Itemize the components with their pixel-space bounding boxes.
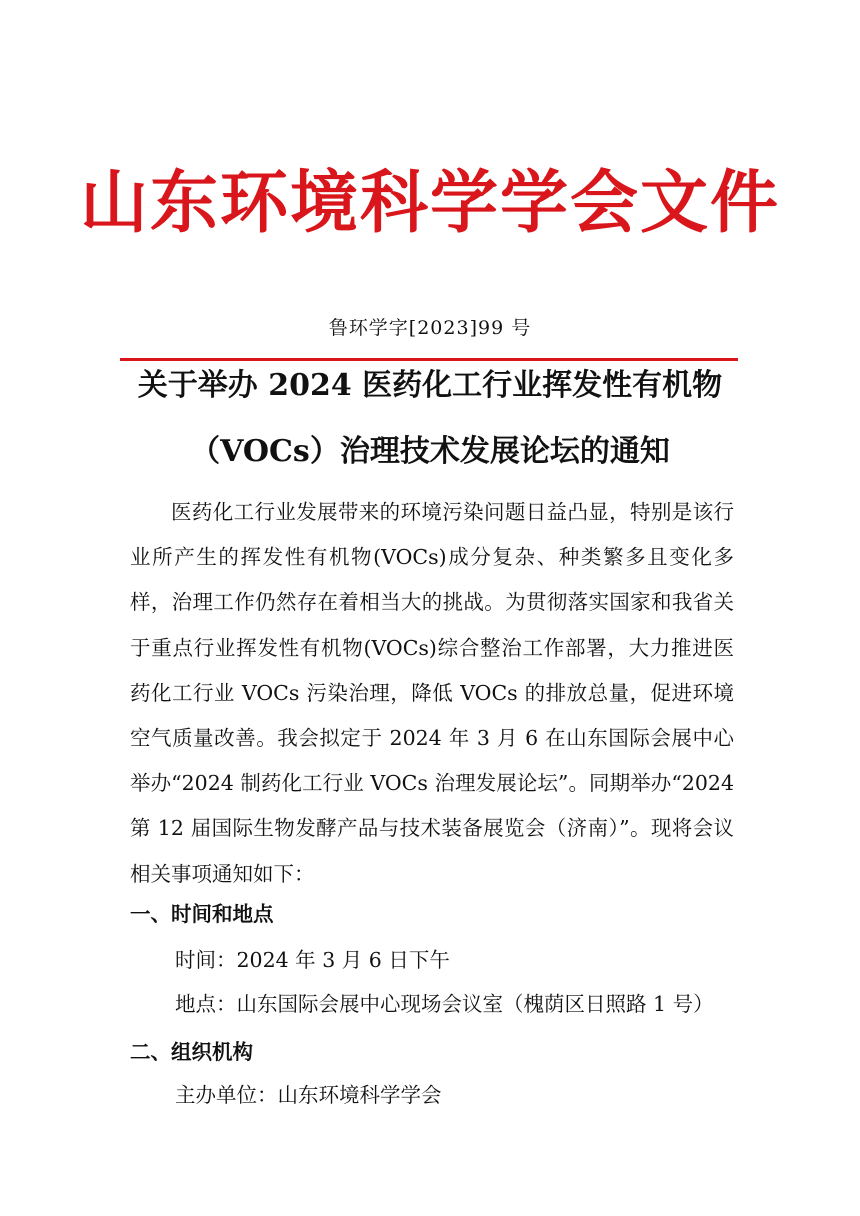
red-divider-line — [120, 358, 738, 361]
notice-title-line-1: 关于举办 2024 医药化工行业挥发性有机物 — [137, 368, 723, 403]
host-organization: 主办单位：山东环境科学学会 — [175, 1083, 442, 1107]
meeting-place: 地点：山东国际会展中心现场会议室（槐荫区日照路 1 号） — [175, 992, 714, 1016]
section-heading-time-place: 一、时间和地点 — [130, 902, 274, 926]
masthead-title: 山东环境科学学会文件 — [79, 163, 780, 243]
notice-title-line-2: （VOCs）治理技术发展论坛的通知 — [190, 434, 670, 469]
meeting-time: 时间：2024 年 3 月 6 日下午 — [175, 948, 450, 972]
section-heading-organization: 二、组织机构 — [130, 1040, 253, 1064]
intro-paragraph: 医药化工行业发展带来的环境污染问题日益凸显，特别是该行业所产生的挥发性有机物(VOCs)成分复杂、种类繁多且变化多样，治理工作仍然存在着相当大的挑战。为贯彻落实国家和我省关于重点行业挥发性有机物(VOCs)综合整治工作部署，大力推进医药化工行业 VOCs 污染治理，降低 VOCs 的排放总量，促进环境空气质量改善。我会拟定于 2024 年 3 月 6 在山东国际会展中心举办“2024 制药化工行业 VOCs 治理发展论坛”。同期举办“2024 第 12 届国际生物发酵产品与技术装备展览会（济南）”。现将会议相关事项通知如下： — [130, 500, 734, 886]
document-number: 鲁环学字[2023]99 号 — [328, 317, 532, 339]
